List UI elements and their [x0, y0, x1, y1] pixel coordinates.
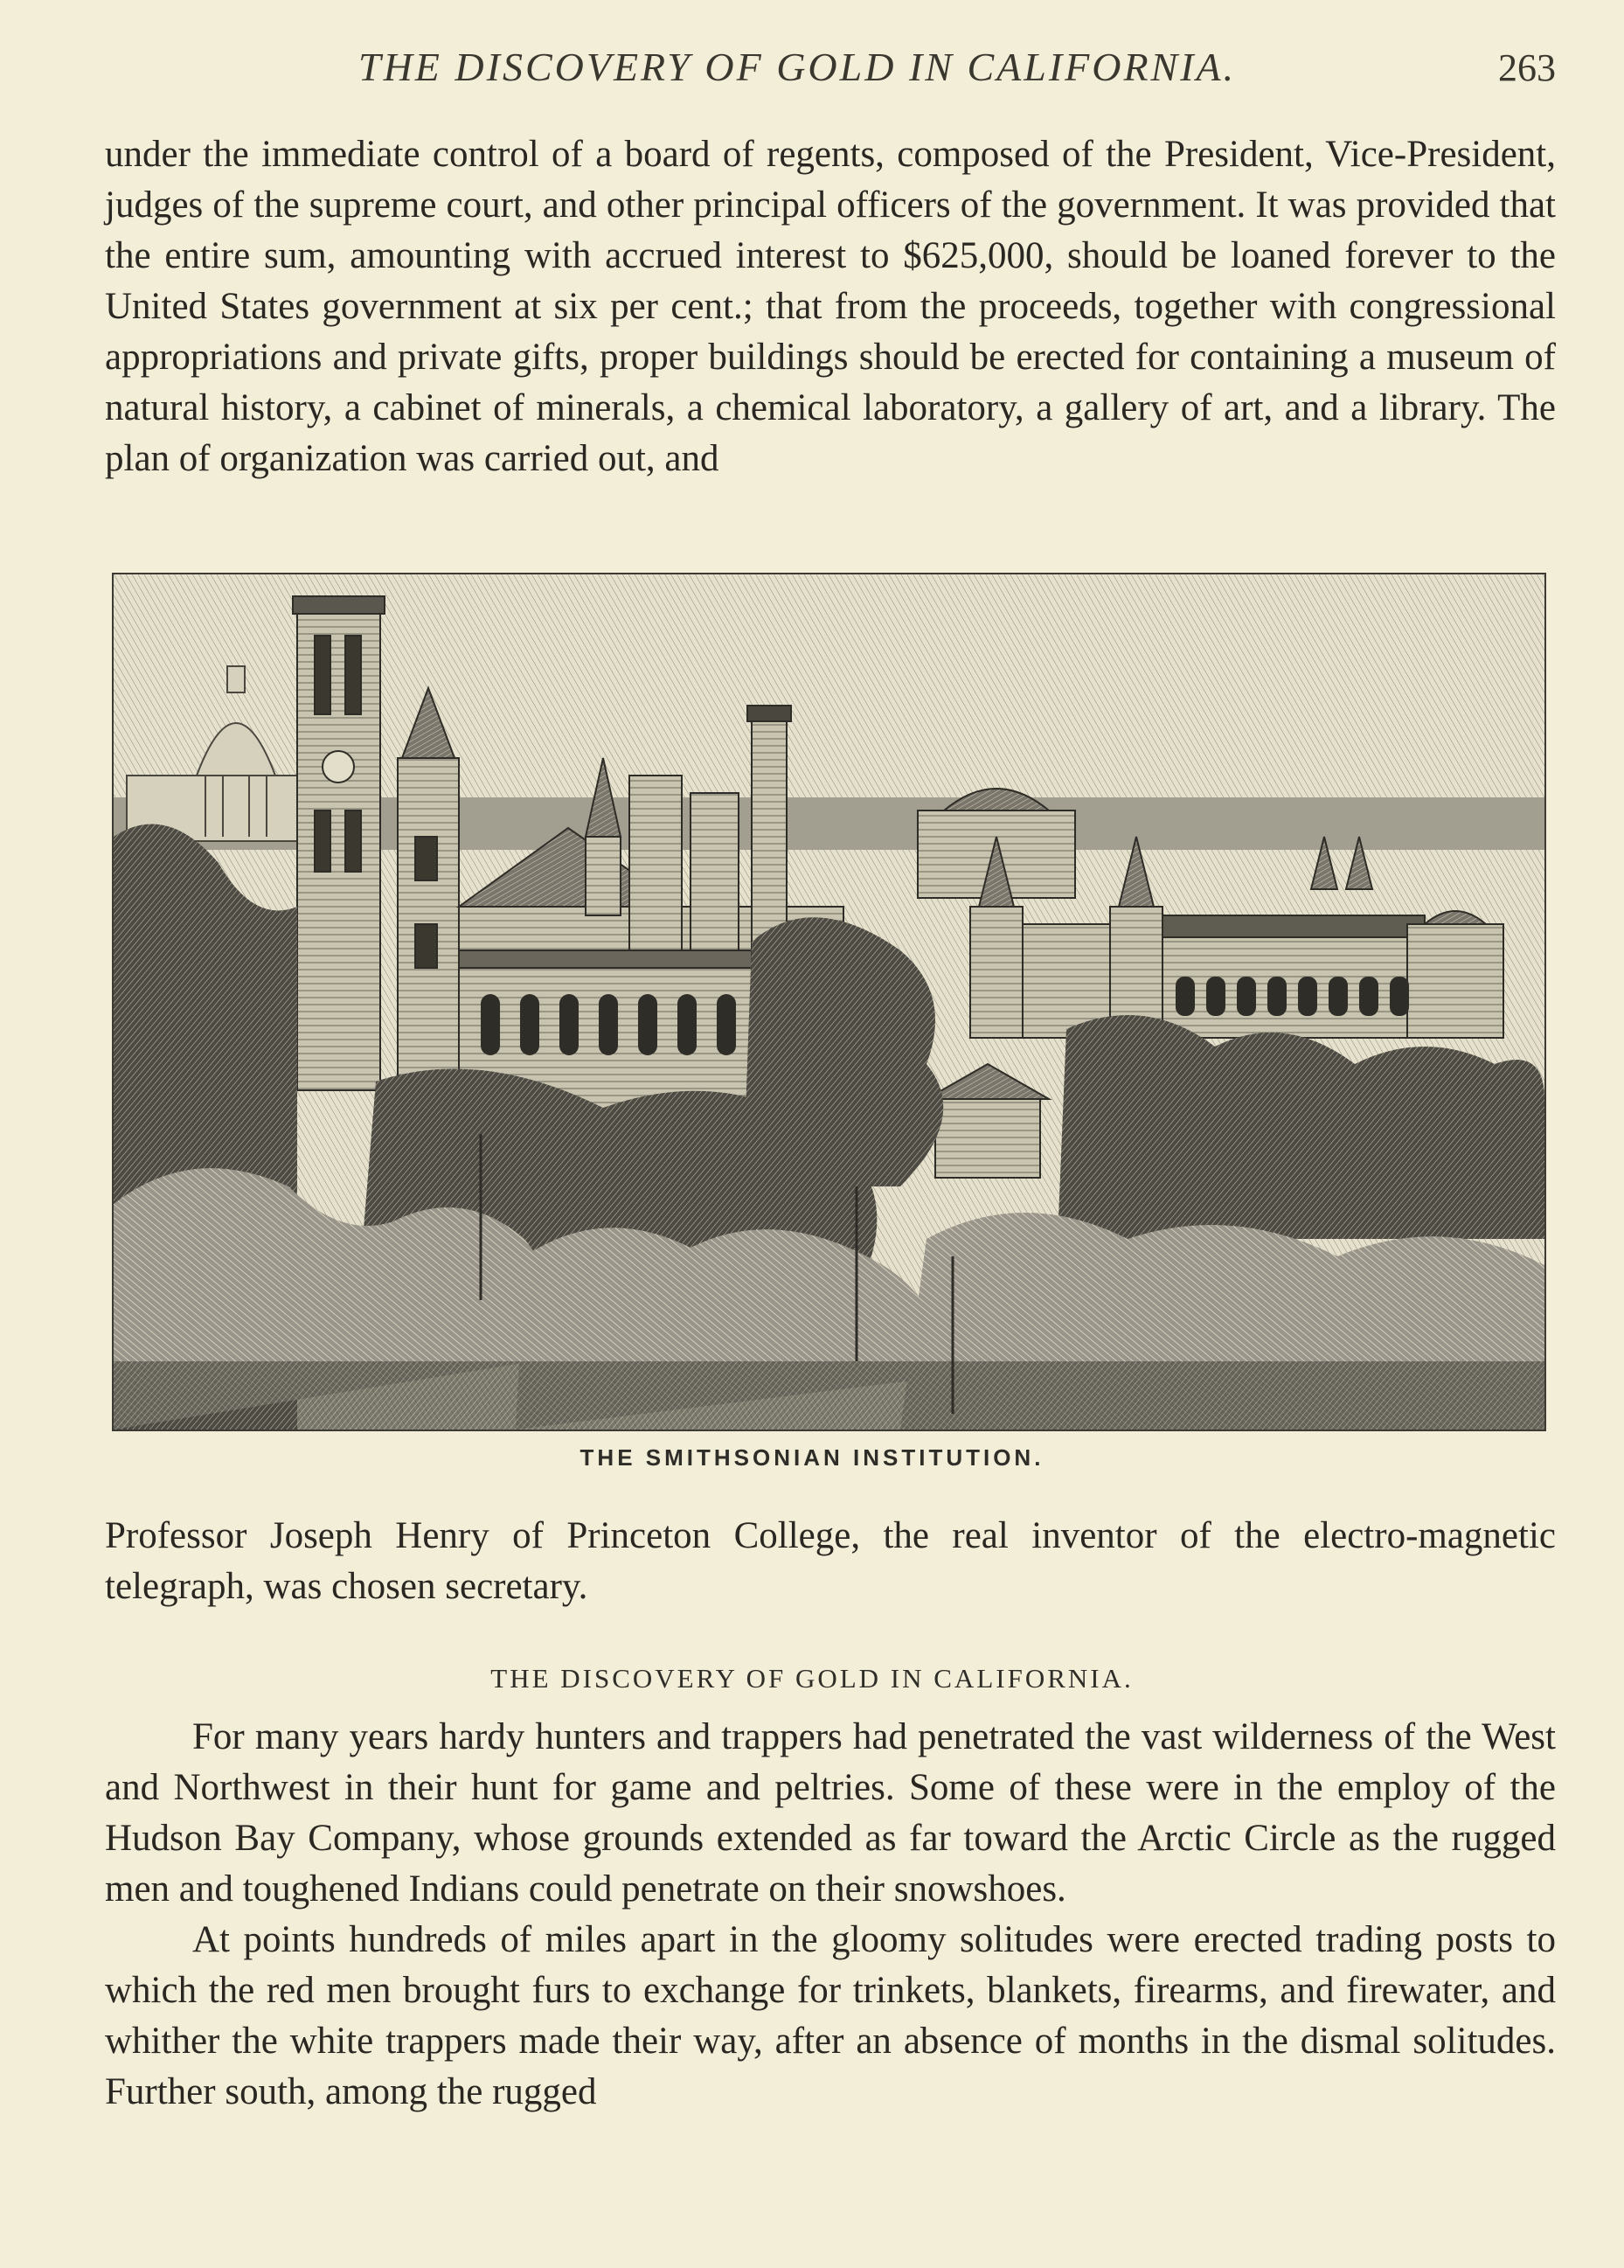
page-number: 263: [1498, 46, 1556, 89]
body-text-top: [105, 129, 1556, 484]
body-text-henry: [105, 1511, 1556, 1612]
paragraph-gold-1: For many years hardy hunters and trappers had penetrated the vast wilderness of the West and Northwest in their hunt for game and peltries. Some of these were in the employ of the Hudson Bay Company, whose grounds extended as far toward the Arctic Circle as the rugged men and toughened Indians could penetrate on their snowshoes.: [105, 1716, 1556, 1910]
paragraph-continued: under the immediate control of a board of regents, composed of the President, Vice-President, judges of the supreme court, and other principal officers of the government. It was provided that the entire sum, amounting with accrued interest to $625,000, should be loaned forever to the United States government at six per cent.; that from the proceeds, together with congressional appropriations and private gifts, proper buildings should be erected for containing a museum of natural history, a cabinet of minerals, a chemical laboratory, a gallery of art, and a library. The plan of organization was carried out, and: [105, 134, 1556, 479]
figure-caption: THE SMITHSONIAN INSTITUTION.: [580, 1444, 1044, 1471]
paragraph-henry: Professor Joseph Henry of Princeton College, the real inventor of the electro-magnetic telegraph, was chosen secretary.: [105, 1515, 1556, 1607]
paragraph-gold-2: At points hundreds of miles apart in the gloomy solitudes were erected trading posts to which the red men brought furs to exchange for trinkets, blankets, firearms, and firewater, and whither the white trappers made their way, after an absence of months in the dismal solitudes. Further south, among the rugged: [105, 1919, 1556, 2112]
running-title: THE DISCOVERY OF GOLD IN CALIFORNIA.: [358, 45, 1237, 89]
engraving-smithsonian-icon: [114, 574, 1544, 1430]
figure-smithsonian: [112, 573, 1546, 1431]
running-head: [105, 44, 1556, 105]
section-heading: THE DISCOVERY OF GOLD IN CALIFORNIA.: [490, 1663, 1134, 1694]
body-text-gold: [105, 1712, 1556, 2118]
